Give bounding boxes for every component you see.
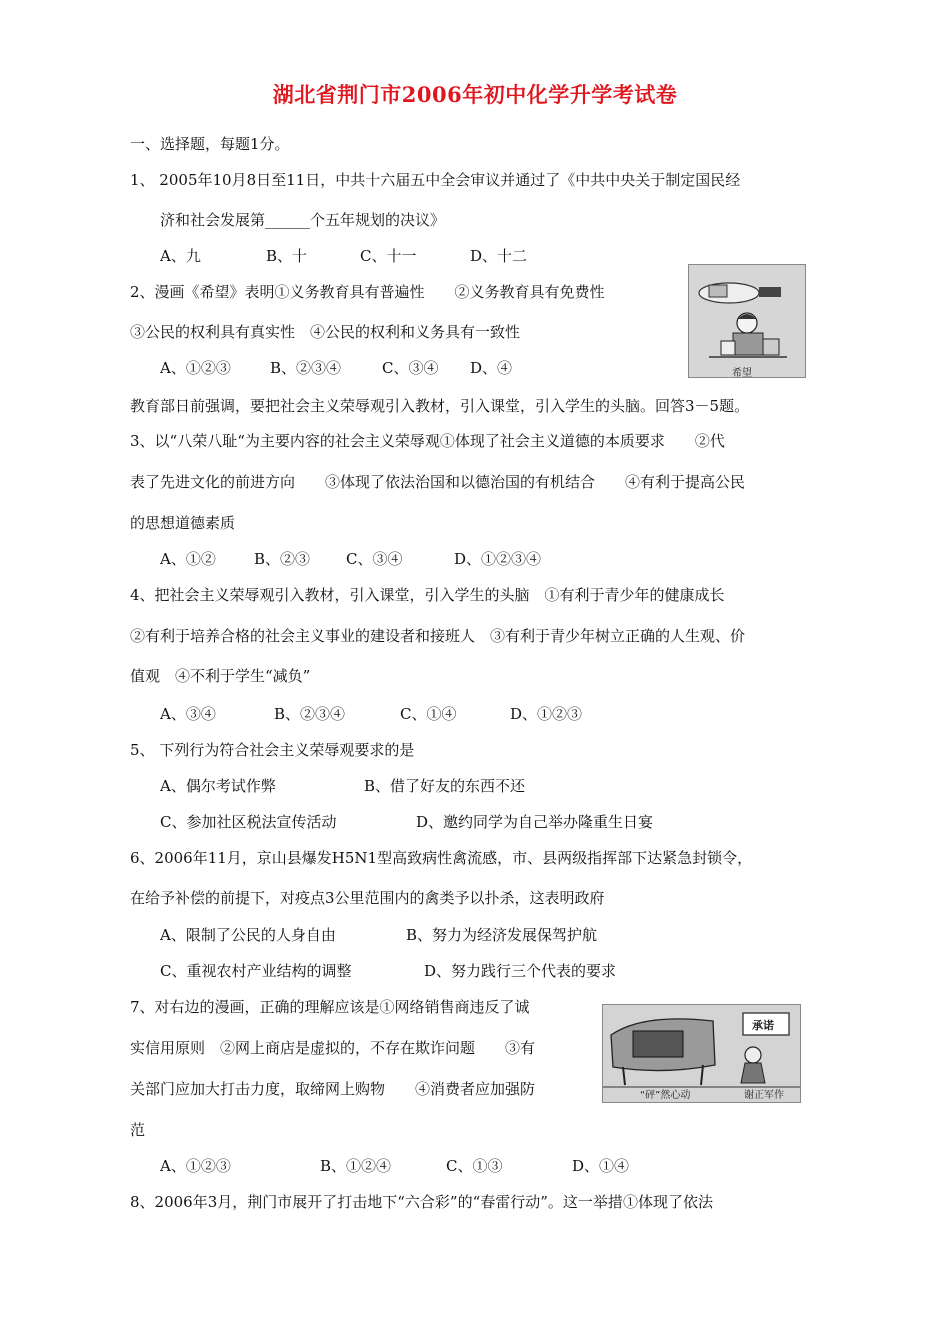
- question-7-option-c: C、①③: [446, 1157, 503, 1175]
- question-5-option-b: B、借了好友的东西不还: [364, 777, 526, 795]
- question-1-option-c: C、十一: [360, 247, 417, 265]
- question-1-line-1: 1、 2005年10月8日至11日，中共十六届五中全会审议并通过了《中共中央关于制定国民经: [130, 171, 741, 189]
- question-8-line-1: 8、2006年3月，荆门市展开了打击地下“六合彩”的“春雷行动”。这一举措①体现了依法: [130, 1193, 713, 1211]
- question-7-line-4: 范: [130, 1121, 146, 1139]
- question-1-option-d: D、十二: [470, 247, 528, 265]
- question-7-option-a: A、①②③: [160, 1157, 231, 1175]
- question-2-option-a: A、①②③: [160, 359, 231, 377]
- question-6-option-d: D、努力践行三个代表的要求: [424, 962, 617, 980]
- question-7-line-1: 7、对右边的漫画，正确的理解应该是①网络销售商违反了诚: [130, 998, 530, 1016]
- page-title: 湖北省荆门市2006年初中化学升学考试卷: [272, 82, 678, 107]
- question-6-option-c: C、重视农村产业结构的调整: [160, 962, 352, 980]
- intro-text: 教育部日前强调，要把社会主义荣辱观引入教材，引入课堂，引入学生的头脑。回答3－5题。: [130, 397, 750, 415]
- question-2-option-d: D、④: [470, 359, 513, 377]
- cartoon-hope-caption: 希望: [732, 368, 752, 379]
- question-4-line-2: ②有利于培养合格的社会主义事业的建设者和接班人 ③有利于青少年树立正确的人生观、价: [130, 627, 746, 645]
- question-4-option-b: B、②③④: [274, 705, 346, 723]
- question-6-option-a: A、限制了公民的人身自由: [160, 926, 336, 944]
- question-6-line-1: 6、2006年11月，京山县爆发H5N1型高致病性禽流感，市、县两级指挥部下达紧急封锁令，: [130, 849, 753, 867]
- question-4-option-d: D、①②③: [510, 705, 583, 723]
- question-5-option-c: C、参加社区税法宣传活动: [160, 813, 337, 831]
- question-3-option-c: C、③④: [346, 550, 403, 568]
- question-5-option-a: A、偶尔考试作弊: [160, 777, 276, 795]
- question-3-option-d: D、①②③④: [454, 550, 542, 568]
- question-2-option-b: B、②③④: [270, 359, 342, 377]
- question-6-line-2: 在给予补偿的前提下，对疫点3公里范围内的禽类予以扑杀，这表明政府: [130, 889, 605, 907]
- question-5-line-1: 5、 下列行为符合社会主义荣辱观要求的是: [130, 741, 415, 759]
- question-7-option-b: B、①②④: [320, 1157, 392, 1175]
- question-3-line-3: 的思想道德素质: [130, 514, 236, 532]
- question-7-line-3: 关部门应加大打击力度，取缔网上购物 ④消费者应加强防: [130, 1080, 536, 1098]
- cartoon-caption-right: 谢正军作: [744, 1090, 784, 1101]
- question-7-option-d: D、①④: [572, 1157, 630, 1175]
- question-7-line-2: 实信用原则 ②网上商店是虚拟的，不存在欺诈问题 ③有: [130, 1039, 536, 1057]
- question-6-option-b: B、努力为经济发展保驾护航: [406, 926, 598, 944]
- question-3-option-a: A、①②: [160, 550, 216, 568]
- question-4-line-3: 值观 ④不利于学生“减负”: [130, 667, 311, 685]
- question-1-option-b: B、十: [266, 247, 308, 265]
- cartoon-hope: [688, 264, 806, 378]
- question-2-option-c: C、③④: [382, 359, 439, 377]
- question-2-line-2: ③公民的权利具有真实性 ④公民的权利和义务具有一致性: [130, 323, 521, 341]
- question-5-option-d: D、邀约同学为自己举办隆重生日宴: [416, 813, 654, 831]
- question-1-option-a: A、九: [160, 247, 201, 265]
- question-3-line-1: 3、以“八荣八耻“为主要内容的社会主义荣辱观①体现了社会主义道德的本质要求 ②代: [130, 432, 725, 450]
- cartoon-caption-left: “砰”然心动: [640, 1090, 691, 1101]
- question-1-line-2: 济和社会发展第______个五年规划的决议》: [160, 211, 446, 229]
- section-heading: 一、选择题，每题1分。: [130, 135, 290, 153]
- question-2-line-1: 2、漫画《希望》表明①义务教育具有普遍性 ②义务教育具有免费性: [130, 283, 605, 301]
- cartoon-sign-text: 承诺: [752, 1019, 774, 1032]
- question-4-option-a: A、③④: [160, 705, 216, 723]
- question-3-line-2: 表了先进文化的前进方向 ③体现了依法治国和以德治国的有机结合 ④有利于提高公民: [130, 473, 746, 491]
- question-4-option-c: C、①④: [400, 705, 457, 723]
- question-4-line-1: 4、把社会主义荣辱观引入教材，引入课堂，引入学生的头脑 ①有利于青少年的健康成长: [130, 586, 725, 604]
- question-3-option-b: B、②③: [254, 550, 311, 568]
